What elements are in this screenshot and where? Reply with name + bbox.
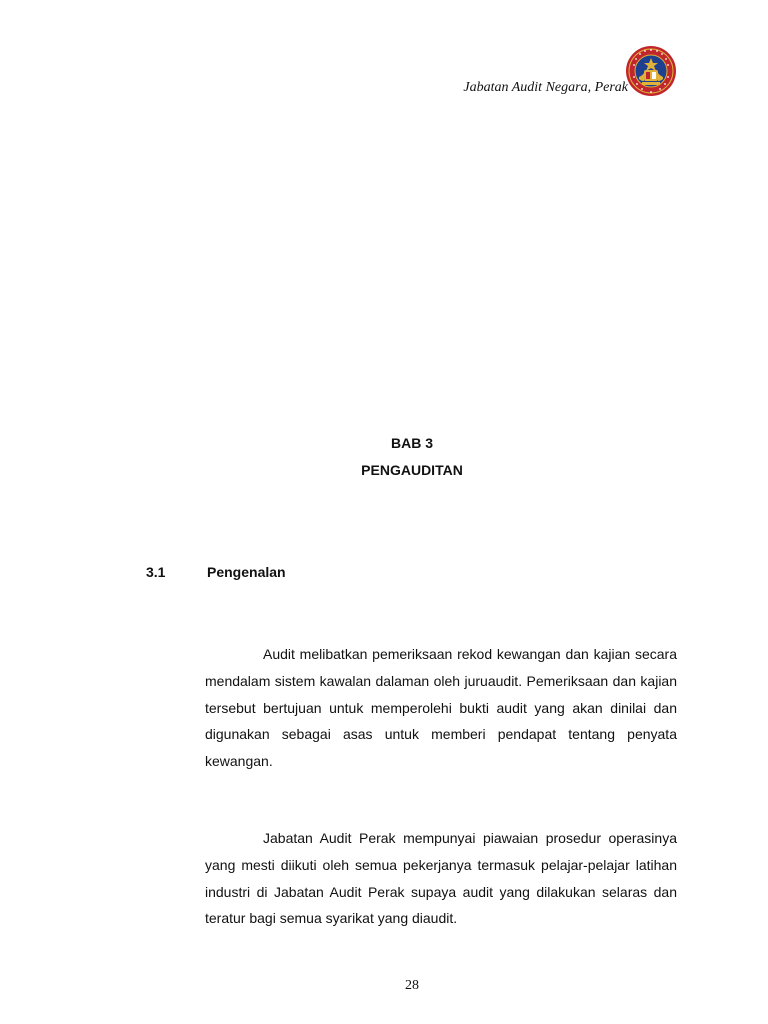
body-paragraph: Jabatan Audit Perak mempunyai piawaian prosedur operasinya yang mesti diikuti oleh semua pekerjanya termasuk pelajar-pelajar latihan industri di Jabatan Audit Perak supaya audit yang dilakukan selaras dan teratur bagi semua syarikat yang diaudit. bbox=[205, 830, 677, 927]
chapter-title: PENGAUDITAN bbox=[361, 462, 463, 478]
chapter-heading bbox=[0, 430, 768, 484]
audit-department-seal-icon bbox=[625, 45, 677, 97]
chapter-number: BAB 3 bbox=[390, 435, 433, 451]
section-title: Pengenalan bbox=[207, 564, 286, 580]
section-heading bbox=[146, 564, 286, 580]
body-paragraph: Audit melibatkan pemeriksaan rekod kewangan dan kajian secara mendalam sistem kawalan dalaman oleh juruaudit. Pemeriksaan dan kajian tersebut bertujuan untuk memperolehi bukti audit yang akan dinilai dan digunakan sebagai asas untuk memberi pendapat tentang penyata kewangan. bbox=[205, 646, 677, 770]
section-number: 3.1 bbox=[146, 564, 166, 580]
running-header: Jabatan Audit Negara, Perak bbox=[463, 80, 628, 95]
page-number: 28 bbox=[405, 978, 419, 993]
